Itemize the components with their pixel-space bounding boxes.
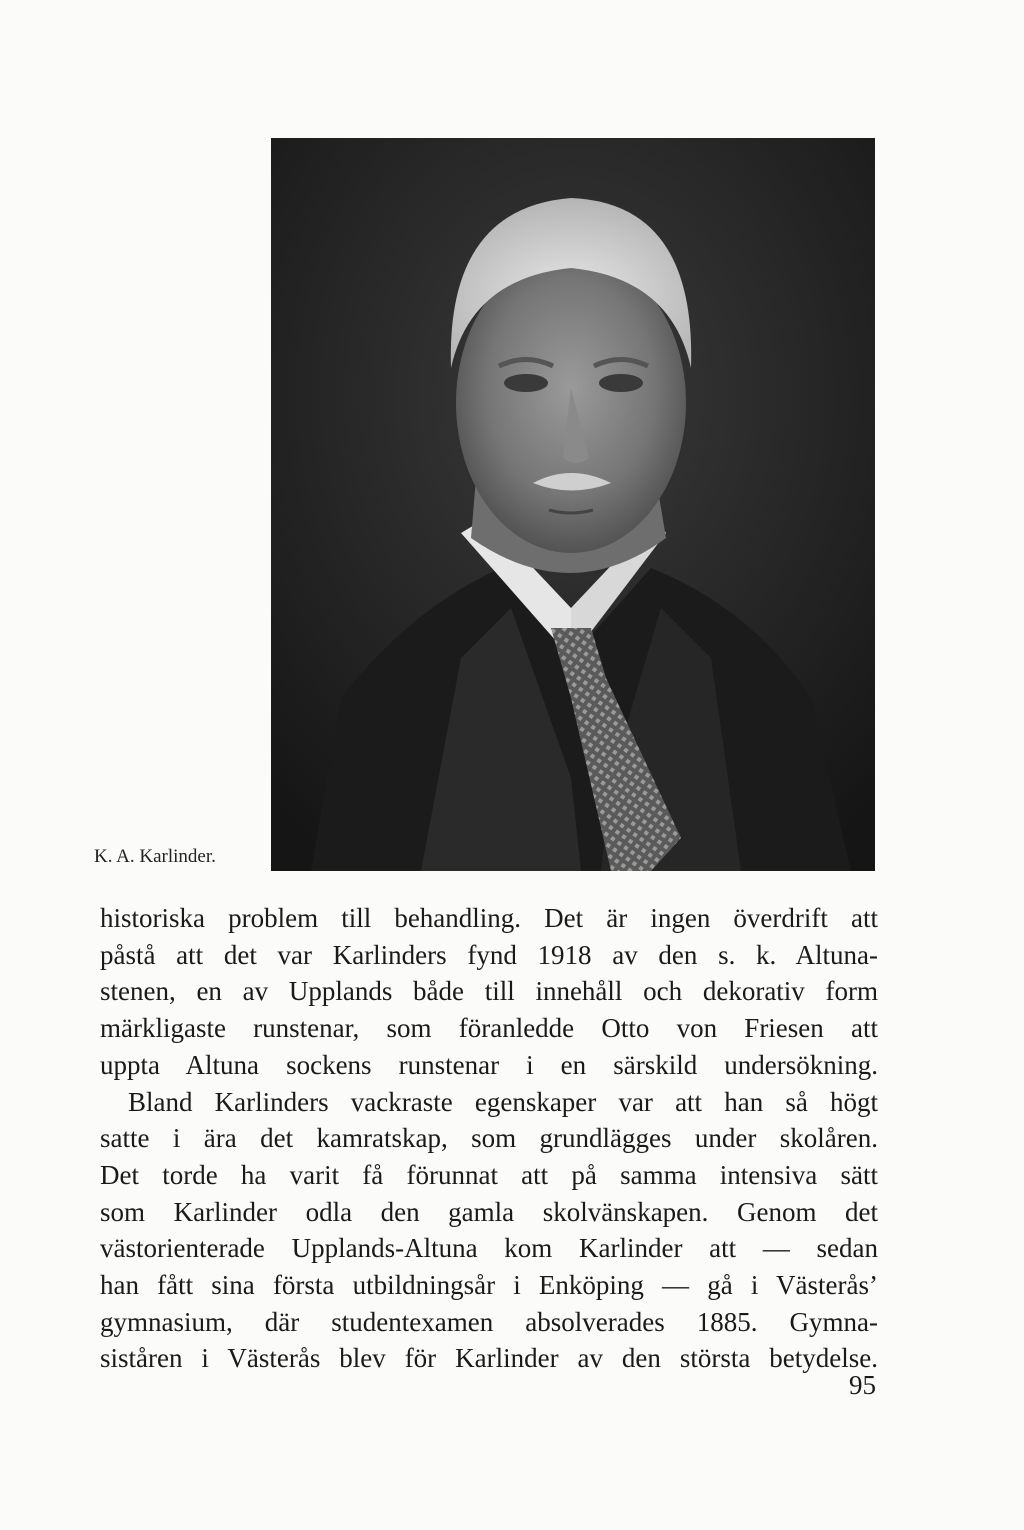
text-line: uppta Altuna sockens runstenar i en särskild undersökning. (100, 1049, 878, 1080)
text-line: siståren i Västerås blev för Karlinder av den största betydelse. (100, 1343, 878, 1374)
text-line: satte i ära det kamratskap, som grundlägges under skolåren. (100, 1123, 878, 1154)
page-number: 95 (849, 1370, 876, 1400)
text-line: Bland Karlinders vackraste egenskaper var att han så högt (128, 1086, 878, 1117)
body-text (100, 900, 878, 1377)
text-line: Det torde ha varit få förunnat att på samma intensiva sätt (100, 1159, 878, 1190)
portrait-illustration (271, 138, 875, 871)
text-line: påstå att det var Karlinders fynd 1918 av den s. k. Altuna- (100, 939, 878, 970)
text-line: historiska problem till behandling. Det är ingen överdrift att (100, 903, 878, 933)
portrait-photo (271, 138, 875, 871)
text-line: han fått sina första utbildningsår i Enköping — gå i Västerås’ (100, 1270, 878, 1301)
text-line: som Karlinder odla den gamla skolvänskapen. Genom det (100, 1196, 878, 1227)
photo-caption: K. A. Karlinder. (94, 846, 216, 867)
text-line: västorienterade Upplands-Altuna kom Karlinder att — sedan (100, 1233, 878, 1264)
text-line: gymnasium, där studentexamen absolverades 1885. Gymna- (100, 1306, 878, 1337)
text-line: stenen, en av Upplands både till innehåll och dekorativ form (100, 976, 878, 1007)
text-line: märkligaste runstenar, som föranledde Otto von Friesen att (100, 1013, 878, 1044)
